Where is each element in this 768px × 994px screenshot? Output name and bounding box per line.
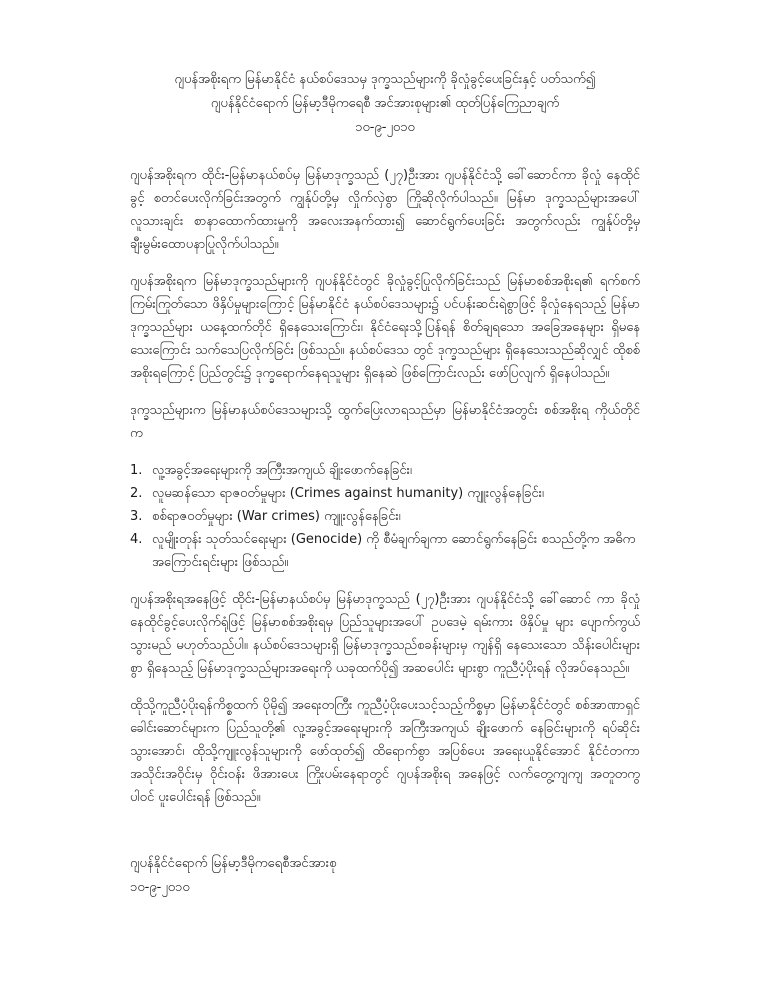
list-item [130,459,640,482]
signature-organization: ဂျပန်နိုင်ငံရောက် မြန်မာ့ဒီမိုကရေစီအင်အားစု [130,856,337,871]
paragraph-4: ဂျပန်အစိုးရအနေဖြင့် ထိုင်း-မြန်မာနယ်စပ်မှ မြန်မာဒုက္ခသည် (၂၇)ဦးအား ဂျပန်နိုင်ငံသို့ ခေါ်ဆောင် ကာ ခိုလှုံ နေထိုင်ခွင့်ပေးလိုက်ရုံဖြင့် မြန်မာစစ်အစိုးရမှ ပြည်သူများအပေါ် ဥပဒေမဲ့ ရမ်းကား ဖိနှိပ်မှု များ ပျောက်ကွယ်သွားမည် မဟုတ်သည်ပါ။ နယ်စပ်ဒေသများရှိ မြန်မာဒုက္ခသည်စခန်းများမှ ကျန်ရှိ နေသေးသော သိန်းပေါင်းများစွာ ရှိနေသည့် မြန်မာဒုက္ခသည်များအရေးကို ယခုထက်ပို၍ အဆပေါင်း များစွာ ကူညီပံ့ပိုးရန် လိုအပ်နေသည်။ [130,592,640,676]
title-line-2: ဂျပန်နိုင်ငံရောက် မြန်မာ့ဒီမိုကရေစီ အင်အားစုများ၏ ထုတ်ပြန်ကြေညာချက် [210,96,560,111]
signature-block [130,852,336,900]
document-header [130,68,640,140]
paragraph-1: ဂျပန်အစိုးရက ထိုင်း-မြန်မာနယ်စပ်မှ မြန်မာဒုက္ခသည် (၂၇)ဦးအား ဂျပန်နိုင်ငံသို့ ခေါ်ဆောင်ကာ ခိုလှုံ နေထိုင်ခွင့် စတင်ပေးလိုက်ခြင်းအတွက် ကျွန်ုပ်တို့မှ လှိုက်လှဲစွာ ကြိုဆိုလိုက်ပါသည်။ မြန်မာ ဒုက္ခသည်များအပေါ် လူသားချင်း စာနာထောက်ထားမှုကို အလေးအနက်ထား၍ ဆောင်ရွက်ပေးခြင်း အတွက်လည်း ကျွန်ုပ်တို့မှ ချီးမွမ်းထောပနာပြုလိုက်ပါသည်။ [130,168,640,252]
paragraph-3: ဒုက္ခသည်များက မြန်မာနယ်စပ်ဒေသများသို့ ထွက်ပြေးလာရသည်မှာ မြန်မာနိုင်ငံအတွင်း စစ်အစိုးရ ကိုယ်တိုင်က [130,403,640,441]
signature-date: ၁၀-၉-၂၀၁၀ [130,880,190,895]
list-item-number: 1. [130,463,143,478]
list-item-text: လူ့အခွင့်အရေးများကို အကြီးအကျယ် ချိုးဖောက်နေခြင်း၊ [152,463,412,478]
list-item-number: 2. [130,486,143,501]
list-item-number: 3. [130,509,143,524]
list-item [130,528,640,574]
list-item-number: 4. [130,532,143,547]
header-date: ၁၀-၉-၂၀၁၀ [355,120,415,135]
list-item [130,505,640,528]
title-line-1: ဂျပန်အစိုးရက မြန်မာနိုင်ငံ နယ်စပ်ဒေသမှ ဒုက္ခသည်များကို ခိုလှုံခွင့်ပေးခြင်းနှင့် ပတ်သက်၍ [174,72,596,87]
list-item-text: စစ်ရာဇဝတ်မှုများ (War crimes) ကျူးလွန်နေခြင်း၊ [152,509,401,524]
reasons-list [130,459,640,574]
list-item [130,482,640,505]
list-item-text: လူမျိုးတုန်း သုတ်သင်ရေးများ (Genocide) ကို စီမံချက်ချကာ ဆောင်ရွက်နေခြင်း စသည်တို့က အဓိက အကြောင်းရင်းများ ဖြစ်သည်။ [152,532,636,570]
paragraph-2: ဂျပန်အစိုးရက မြန်မာဒုက္ခသည်များကို ဂျပန်နိုင်ငံတွင် ခိုလှုံခွင့်ပြုလိုက်ခြင်းသည် မြန်မာစစ်အစိုးရ၏ ရက်စက်ကြမ်းကြုတ်သော ဖိနှိပ်မှုများကြောင့် မြန်မာနိုင်ငံ နယ်စပ်ဒေသများ၌ ပင်ပန်းဆင်းရဲစွာဖြင့် ခိုလှုံနေရသည့် မြန်မာဒုက္ခသည်များ ယနေ့ထက်တိုင် ရှိနေသေးကြောင်း၊ နိုင်ငံရေးသို့ပြန်ရန် စိတ်ချရသော အခြေအနေများ ရှိမနေသေးကြောင်း သက်သေပြလိုက်ခြင်း ဖြစ်သည်။ နယ်စပ်ဒေသ တွင် ဒုက္ခသည်များ ရှိနေသေးသည်ဆိုလျှင် ထိုစစ်အစိုးရကြောင့် ပြည်တွင်း၌ ဒုက္ခရောက်နေရသူများ ရှိနေဆဲ ဖြစ်ကြောင်းလည်း ဖော်ပြလျက် ရှိနေပါသည်။ [130,274,640,381]
list-item-text: လူမဆန်သော ရာဇဝတ်မှုများ (Crimes against humanity) ကျူးလွန်နေခြင်း၊ [152,486,544,501]
paragraph-5: ထိုသို့ကူညီပံ့ပိုးရန်ကိစ္စထက် ပိုမို၍ အရေးတကြီး ကူညီပံ့ပိုးပေးသင့်သည့်ကိစ္စမှာ မြန်မာနိုင်ငံတွင် စစ်အာဏာရှင် ခေါင်းဆောင်များက ပြည်သူတို့၏ လူ့အခွင့်အရေးများကို အကြီးအကျယ် ချိုးဖောက် နေခြင်းများကို ရပ်ဆိုင်းသွားအောင်၊ ထိုသို့ကျူးလွန်သူများကို ဖော်ထုတ်၍ ထိရောက်စွာ အပြစ်ပေး အရေးယူနိုင်အောင် နိုင်ငံတကာအသိုင်းအဝိုင်းမှ ဝိုင်းဝန်း ဖိအားပေး ကြိုးပမ်းနေရာတွင် ဂျပန်အစိုးရ အနေဖြင့် လက်တွေ့ကျကျ အတူတကွ ပါဝင် ပူးပေါင်းရန် ဖြစ်သည်။ [130,698,640,805]
